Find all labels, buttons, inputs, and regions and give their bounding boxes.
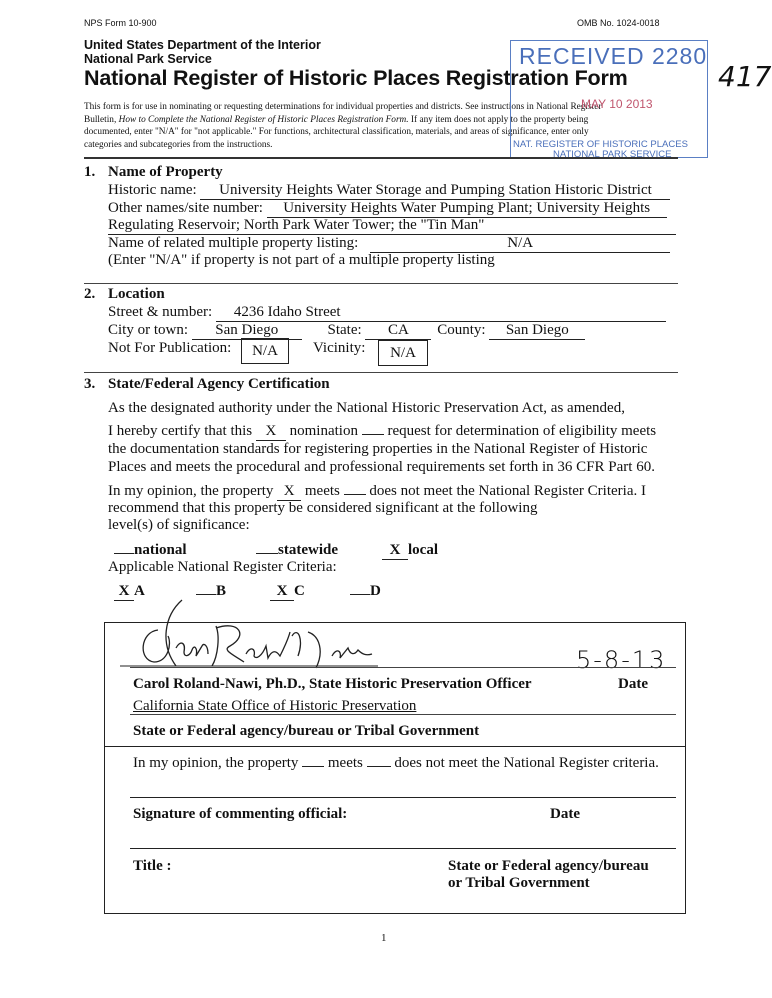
criteria-label: Applicable National Register Criteria: xyxy=(108,559,337,575)
opinion-text-part: does not meet the National Register Criteria. I xyxy=(365,483,646,499)
level-local-mark: X xyxy=(382,541,408,560)
other-names-row xyxy=(108,216,676,235)
certification-text xyxy=(108,422,656,441)
multiple-listing-field: N/A xyxy=(370,234,670,253)
agency-bureau-label: State or Federal agency/bureau xyxy=(448,858,649,874)
section-divider xyxy=(84,157,678,159)
tribal-government-label: or Tribal Government xyxy=(448,875,590,891)
level-national-label: national xyxy=(134,542,187,558)
certification-text: As the designated authority under the National Historic Preservation Act, as amended, xyxy=(108,400,625,416)
criterion-d-label: D xyxy=(370,583,381,599)
opinion-text-part: In my opinion, the property xyxy=(108,483,278,499)
omb-number: OMB No. 1024-0018 xyxy=(577,18,660,28)
nomination-mark: X xyxy=(256,422,286,441)
service-name: National Park Service xyxy=(84,52,212,66)
section-title: Location xyxy=(108,286,165,302)
page-number: 1 xyxy=(381,932,387,944)
stamp-line: NAT. REGISTER OF HISTORIC PLACES xyxy=(513,139,688,150)
section-number: 1. xyxy=(84,164,96,180)
agency-label: State or Federal agency/bureau or Tribal Government xyxy=(133,723,480,739)
section-divider xyxy=(84,372,678,373)
criterion-c-mark: X xyxy=(270,582,294,601)
certification-text-part: request for determination of eligibility meets xyxy=(383,423,657,439)
criterion-d-mark xyxy=(350,594,370,595)
street-row xyxy=(108,303,666,322)
instructions-line: categories and subcategories from the instructions. xyxy=(84,139,273,150)
commenting-opinion xyxy=(133,754,659,772)
historic-name-row xyxy=(108,181,670,200)
other-names-field: Regulating Reservoir; North Park Water Tower; the "Tin Man" xyxy=(108,216,676,235)
date-label: Date xyxy=(618,676,648,692)
vicinity-label: Vicinity: xyxy=(313,340,366,356)
instructions-text: If any item does not apply to the property being xyxy=(408,114,589,125)
opinion-text-part: meets xyxy=(301,483,344,499)
bulletin-title: How to Complete the National Register of Historic Places Registration Form. xyxy=(118,114,409,125)
commenting-opinion-part: does not meet the National Register criteria. xyxy=(390,755,659,771)
certification-text-part: nomination xyxy=(285,423,362,439)
level-statewide-mark xyxy=(256,553,278,554)
criterion-c-label: C xyxy=(294,583,305,599)
level-statewide xyxy=(256,541,338,559)
not-for-publication-label: Not For Publication: xyxy=(108,340,232,356)
request-mark xyxy=(362,434,384,435)
street-field: 4236 Idaho Street xyxy=(216,303,666,322)
other-names-field: University Heights Water Pumping Plant; University Heights xyxy=(267,199,667,218)
city-field: San Diego xyxy=(192,321,302,340)
certification-text: Places and meets the procedural and professional requirements set forth in 36 CFR Part 60. xyxy=(108,459,655,475)
title-label: Title : xyxy=(133,858,172,874)
section-number: 2. xyxy=(84,286,96,302)
instructions-line: documented, enter "N/A" for "not applicable." For functions, architectural classification, materials, and areas of significance, enter only xyxy=(84,127,589,137)
section-title: Name of Property xyxy=(108,164,223,180)
multiple-listing-label: Name of related multiple property listing: xyxy=(108,235,359,251)
criterion-a-mark: X xyxy=(114,582,134,601)
city-label: City or town: xyxy=(108,322,189,338)
level-national xyxy=(114,541,187,559)
level-statewide-label: statewide xyxy=(278,542,338,558)
not-for-publication-box: N/A xyxy=(241,338,289,364)
criterion-b-mark xyxy=(196,594,216,595)
section-divider xyxy=(84,283,678,284)
state-field: CA xyxy=(365,321,431,340)
instructions-line: This form is for use in nominating or requesting determinations for individual properties and districts. See instructions in National Register xyxy=(84,102,602,112)
stamp-received: RECEIVED 2280 xyxy=(519,43,708,69)
title-line xyxy=(130,848,676,849)
level-local xyxy=(382,541,438,560)
department-name: United States Department of the Interior xyxy=(84,38,321,52)
county-label: County: xyxy=(437,322,486,338)
opinion-text: recommend that this property be considered significant at the following xyxy=(108,500,538,516)
level-local-label: local xyxy=(408,542,438,558)
meets-mark: X xyxy=(277,482,301,501)
signature-line xyxy=(130,667,676,668)
section-number: 3. xyxy=(84,376,96,392)
level-national-mark xyxy=(114,553,134,554)
city-row xyxy=(108,321,585,340)
received-stamp xyxy=(510,40,708,158)
handwritten-number: 417 xyxy=(718,60,772,93)
commenting-meets-mark xyxy=(302,766,324,767)
historic-name-label: Historic name: xyxy=(108,182,197,198)
instructions-text: Bulletin, xyxy=(84,114,119,125)
certification-text: the documentation standards for registering properties in the National Register of Historic xyxy=(108,441,648,457)
commenting-signature-line xyxy=(130,797,676,798)
box-divider xyxy=(104,746,685,747)
multiple-listing-note: (Enter "N/A" if property is not part of a multiple property listing xyxy=(108,252,495,268)
stamp-date: MAY 10 2013 xyxy=(581,97,653,111)
signature-date: 5-8-13 xyxy=(576,646,667,674)
stamp-line: NATIONAL PARK SERVICE xyxy=(553,149,672,160)
office-name: California State Office of Historic Preservation xyxy=(133,698,417,714)
commenting-date-label: Date xyxy=(550,806,580,822)
certification-text-part: I hereby certify that this xyxy=(108,423,256,439)
historic-name-field: University Heights Water Storage and Pumping Station Historic District xyxy=(200,181,670,200)
state-label: State: xyxy=(327,322,362,338)
commenting-not-meet-mark xyxy=(367,766,391,767)
does-not-meet-mark xyxy=(344,494,366,495)
criterion-a-label: A xyxy=(134,583,145,599)
county-field: San Diego xyxy=(489,321,585,340)
street-label: Street & number: xyxy=(108,304,213,320)
commenting-opinion-part: In my opinion, the property xyxy=(133,755,303,771)
other-names-label: Other names/site number: xyxy=(108,200,263,216)
commenting-opinion-part: meets xyxy=(324,755,367,771)
office-line xyxy=(130,714,676,715)
form-number: NPS Form 10-900 xyxy=(84,18,157,28)
page-title: National Register of Historic Places Registration Form xyxy=(84,66,628,90)
section-title: State/Federal Agency Certification xyxy=(108,376,330,392)
officer-name: Carol Roland-Nawi, Ph.D., State Historic Preservation Officer xyxy=(133,676,532,692)
signature-image xyxy=(120,596,390,676)
vicinity-box: N/A xyxy=(378,340,428,366)
commenting-official-label: Signature of commenting official: xyxy=(133,806,348,822)
criterion-b-label: B xyxy=(216,583,227,599)
opinion-text: level(s) of significance: xyxy=(108,517,250,533)
